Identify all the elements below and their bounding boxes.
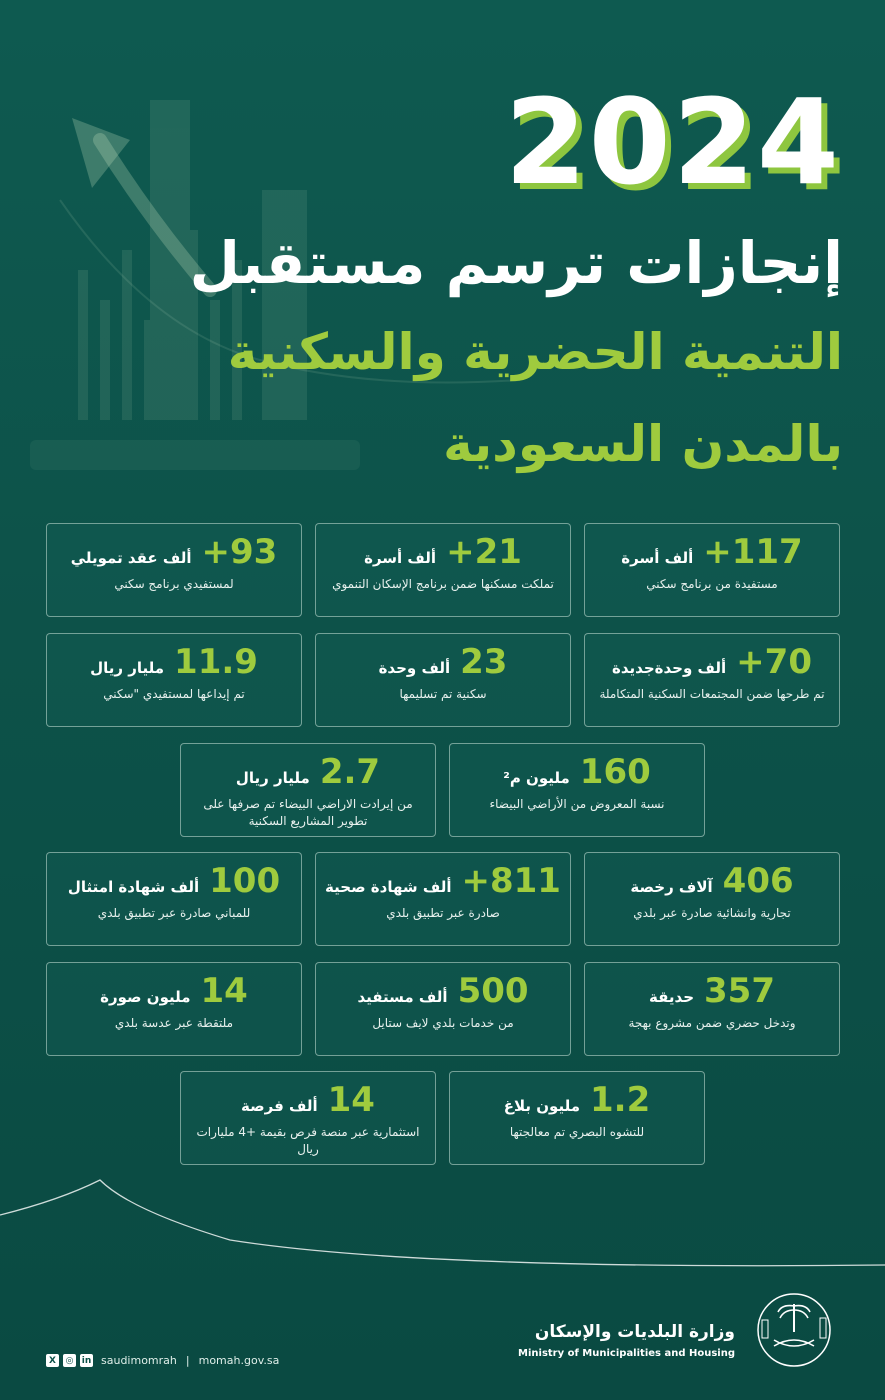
stat-card [46,523,302,617]
stat-description: وتدخل حضري ضمن مشروع بهجة [628,1016,796,1030]
stat-unit: آلاف رخصة [630,878,713,896]
stat-value: 23 [460,642,508,682]
stat-description: لمستفيدي برنامج سكني [114,577,234,591]
stat-card [584,523,840,617]
stat-description: تم إيداعها لمستفيدي "سكني [103,687,245,701]
instagram-icon[interactable]: ◎ [63,1354,76,1367]
subheadline-2: بالمدن السعودية [443,415,843,473]
stat-card [46,852,302,946]
stat-card [46,962,302,1056]
stat-card [315,852,571,946]
stat-description: للتشوه البصري تم معالجتها [509,1125,645,1139]
social-links [46,1354,279,1367]
ministry-name-arabic: وزارة البلديات والإسكان [534,1322,735,1342]
stat-unit: ألف أسرة [621,549,694,567]
subheadline-1: التنمية الحضرية والسكنية [227,323,843,381]
stat-unit: ألف أسرة [364,549,437,567]
stat-card [315,523,571,617]
stat-description: استثمارية عبر منصة فرص بقيمة +4 مليارات ريال [196,1125,420,1156]
footer-divider: | [185,1354,190,1367]
stat-value: 14 [327,1080,375,1120]
stat-card [449,1071,705,1165]
stat-unit: مليار ريال [235,769,310,787]
stat-value: 100 [209,861,281,901]
stat-value: 14 [200,971,248,1011]
stat-description: من خدمات بلدي لايف ستايل [372,1016,514,1030]
stat-card [584,633,840,727]
social-handle[interactable]: saudimomrah [101,1354,177,1367]
stat-card [46,633,302,727]
x-icon[interactable]: X [46,1354,59,1367]
stat-unit: مليون بلاغ [503,1097,580,1115]
stat-unit: ألف شهادة امتثال [67,878,200,896]
stat-value: +117 [703,532,803,572]
stat-unit: ألف وحدةجديدة [612,659,727,677]
stat-value: +70 [736,642,812,682]
stat-card [315,962,571,1056]
stat-value: +811 [461,861,561,901]
stat-unit: حديقة [649,988,695,1006]
linkedin-icon[interactable]: in [81,1355,92,1366]
stat-value: 357 [704,971,775,1011]
stat-card [315,633,571,727]
stat-description: من إيرادت الاراضي البيضاء تم صرفها على تطوير المشاريع السكنية [203,797,413,828]
ministry-name-english: Ministry of Municipalities and Housing [518,1348,735,1359]
stat-value: 500 [457,971,529,1011]
stat-description: تملكت مسكنها ضمن برنامج الإسكان التنموي [332,577,554,591]
stat-description: صادرة عبر تطبيق بلدي [386,906,500,920]
stat-card [449,743,705,837]
stat-description: تم طرحها ضمن المجتمعات السكنية المتكاملة [599,687,825,701]
stat-unit: ألف مستفيد [357,988,448,1006]
stat-description: للمباني صادرة عبر تطبيق بلدي [97,906,251,920]
stat-unit: ألف عقد تمويلي [70,549,192,567]
website-link[interactable]: momah.gov.sa [198,1354,280,1367]
stat-description: تجارية وانشائية صادرة عبر بلدي [633,906,791,920]
stat-value: +93 [201,532,278,572]
stat-card [584,962,840,1056]
stat-unit: ألف وحدة [378,659,451,677]
stat-value: 160 [579,752,651,792]
footer-wave-line [0,1170,885,1280]
stat-unit: ألف شهادة صحية [325,878,452,896]
stat-description: سكنية تم تسليمها [399,687,487,701]
stat-unit: مليار ريال [90,659,165,677]
stat-value: 2.7 [319,752,381,792]
headline: إنجازات ترسم مستقبل [189,229,843,297]
stat-description: مستفيدة من برنامج سكني [646,577,778,591]
stat-unit: ألف فرصة [241,1097,318,1115]
stat-value: 406 [722,861,794,901]
stat-description: ملتقطة عبر عدسة بلدي [114,1016,234,1030]
ministry-emblem-icon [748,1290,840,1368]
stat-value: +21 [446,532,522,572]
stat-unit: مليون صورة [100,988,191,1006]
year-title: 2024 [504,73,841,211]
stat-value: 11.9 [174,642,258,682]
stat-card [180,743,436,837]
stat-description: نسبة المعروض من الأراضي البيضاء [489,797,665,811]
stat-card [584,852,840,946]
stat-value: 1.2 [590,1080,651,1120]
stat-unit: مليون م² [503,769,570,787]
stat-card [180,1071,436,1165]
